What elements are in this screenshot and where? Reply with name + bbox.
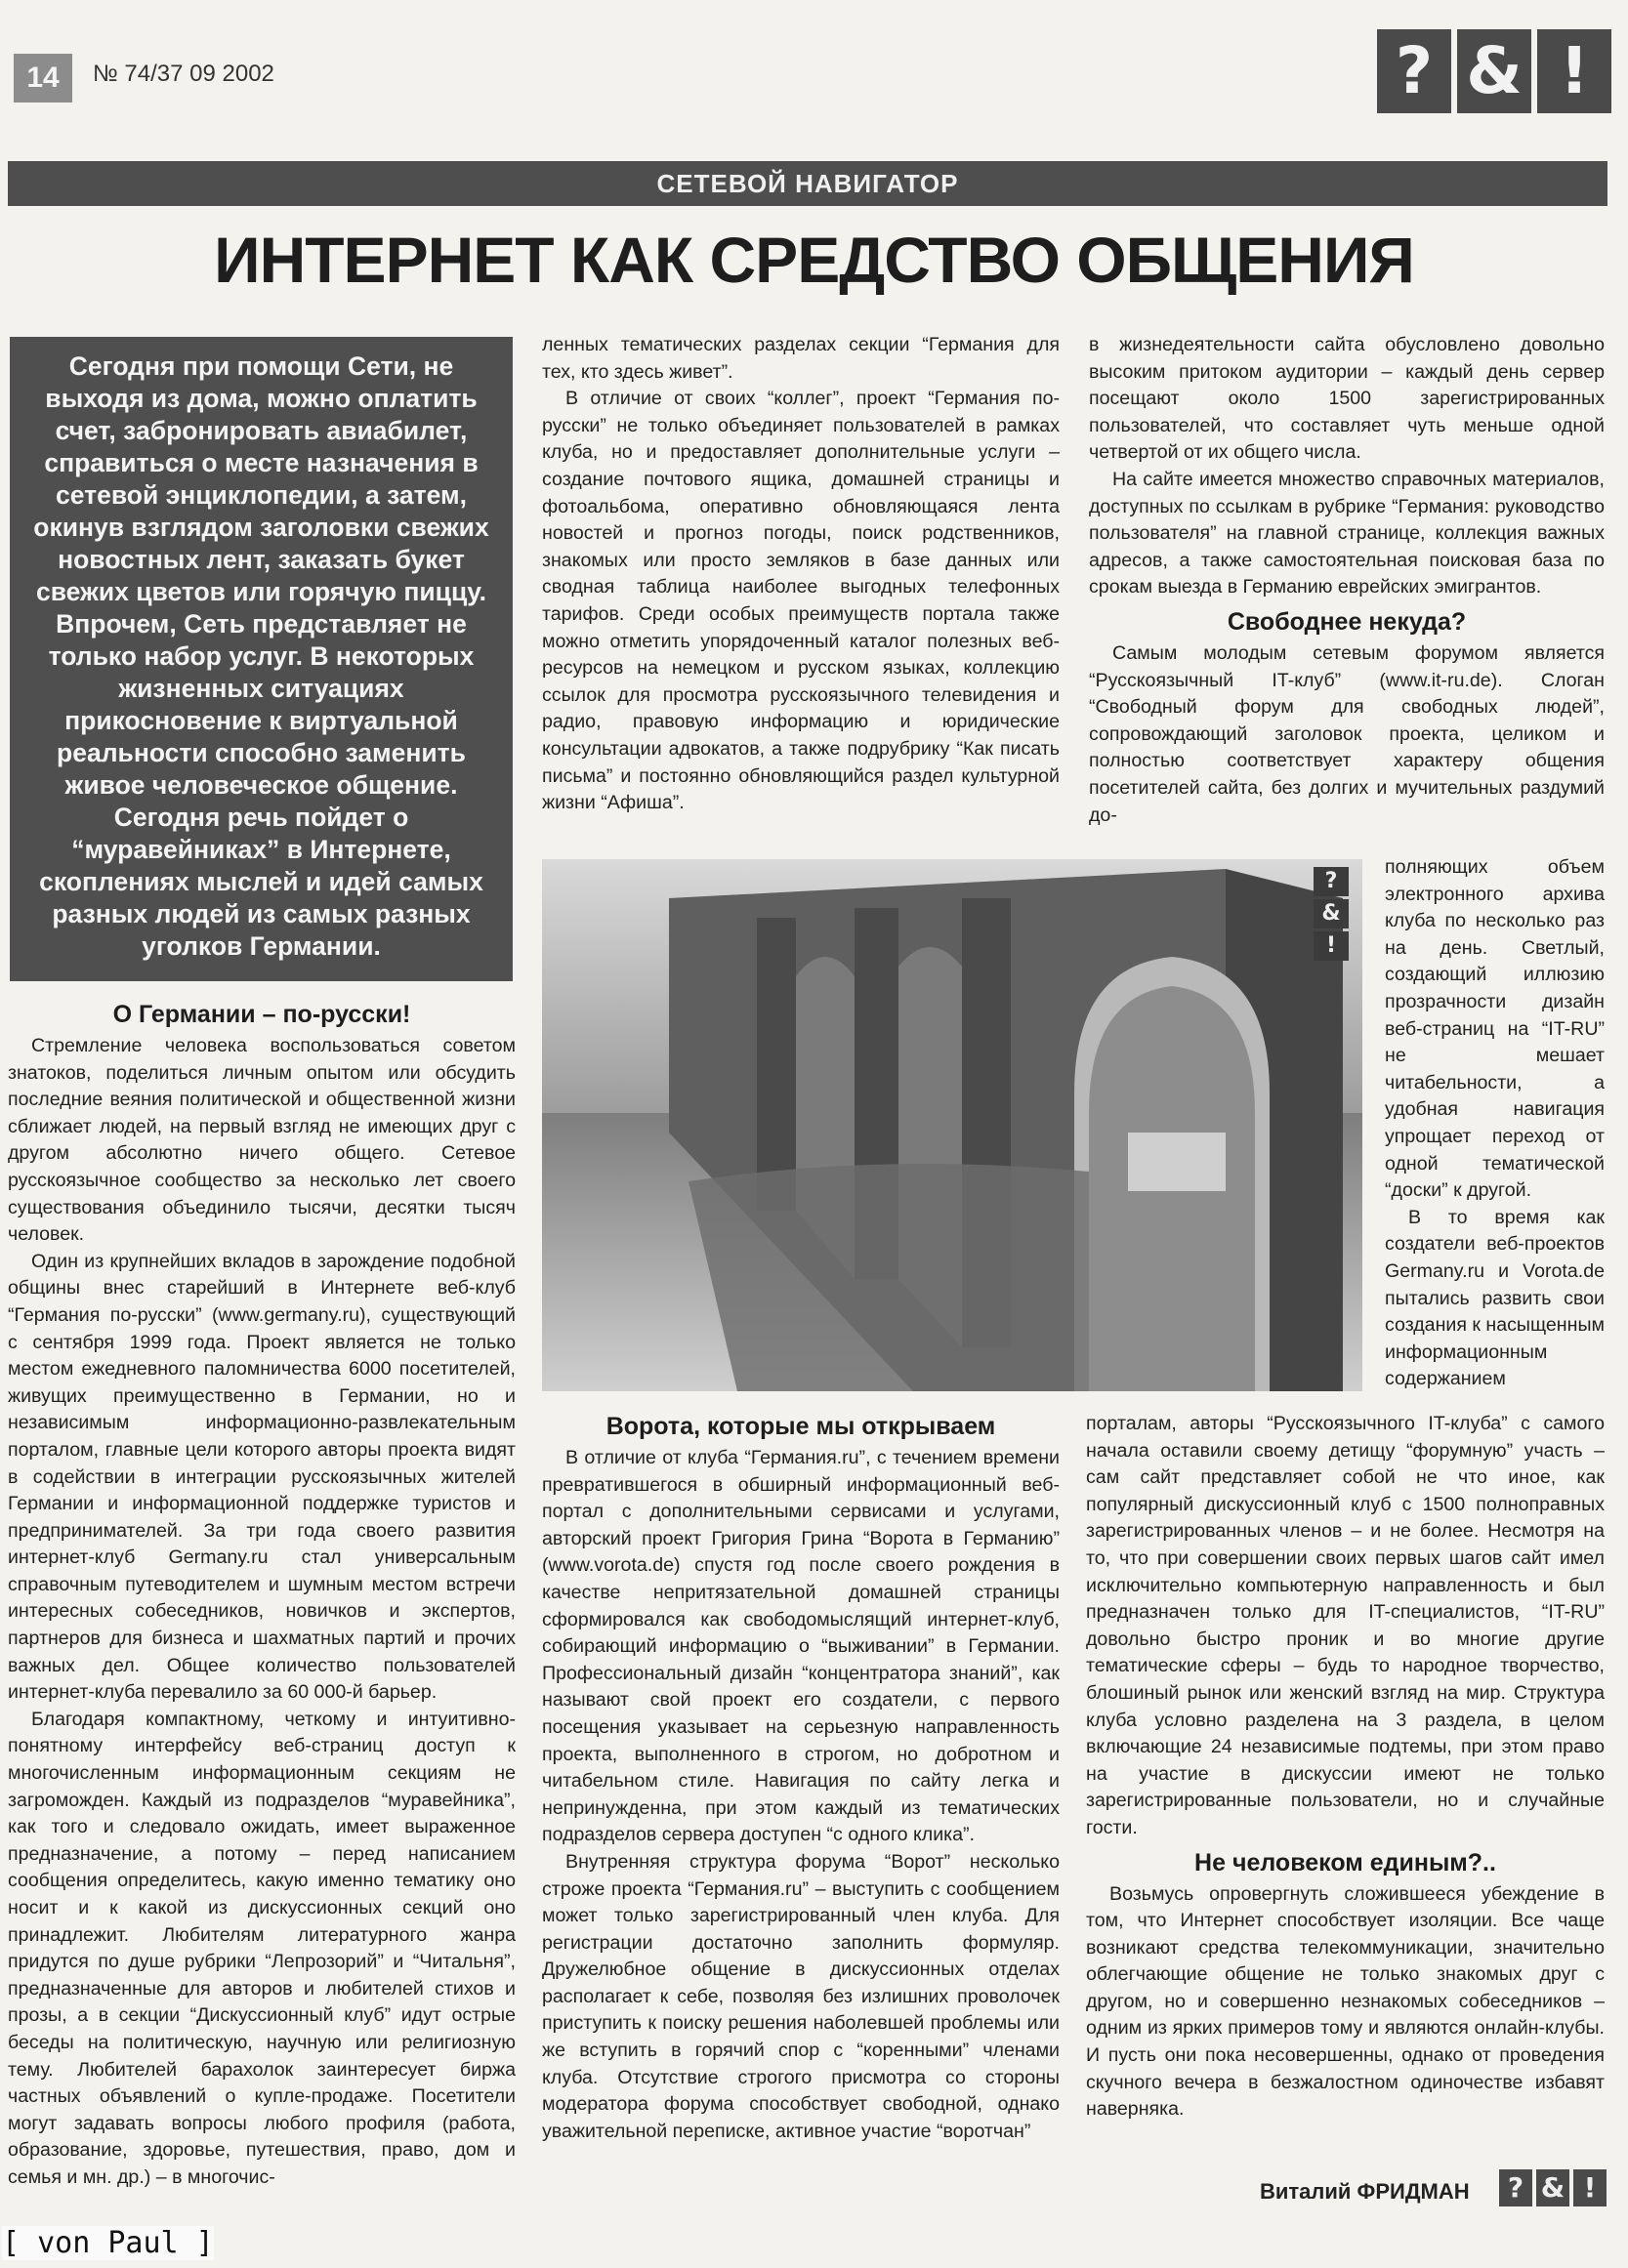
archway-illustration <box>542 859 1362 1391</box>
paragraph: Самым молодым сетевым форумом является “Русскоязычный IT-клуб” (www.it-ru.de). Слоган “Свободный форум для свободных людей”, сопровождающий заголовок проекта, целиком и полностью соответствует характеру общения посетителей сайта, без долгих и мучительных раздумий до- <box>1089 641 1605 826</box>
paragraph: Возьмусь опровергнуть сложившееся убеждение в том, что Интернет способствует изоляции. Все чаще возникают средства телекоммуникации, значительно облегчающие общение не только знакомых друг с другом, но и совершенно незнакомых собеседников – одним из ярких примеров тому и являются онлайн-клубы. И пусть они пока несовершенны, однако от проведения скучного вечера в безжалостном одиночестве избавят наверняка. <box>1086 1882 1605 2121</box>
photo-logo <box>1314 867 1349 961</box>
subheading-gates: Ворота, которые мы открываем <box>605 1413 996 1440</box>
column-2-bottom <box>542 1406 1060 2145</box>
subheading-not-by-man-alone: Не человеком единым?.. <box>1194 1848 1496 1876</box>
subheading-germany-russian: О Германии – по-русски! <box>112 1001 411 1028</box>
column-2-top <box>542 332 1060 817</box>
photo-logo-exclamation: ! <box>1314 931 1349 961</box>
paragraph: Один из крупнейших вкладов в зарождение подобной общины внес старейший в Интернете веб-клуб “Германия по-русски” (www.germany.ru), существующий с сентября 1999 года. Проект является не только местом ежедневного паломничества 6000 посетителей, живущих преимущественно в Германии, но и независимым информационно-развлекательным порталом, главные цели которого авторы проекта видят в содействии в интеграции русскоязычных жителей Германии и информационной поддержке туристов и предпринимателей. За три года своего развития интернет-клуб Germany.ru стал универсальным справочным путеводителем и шумным местом встречи интересных собеседников, новичков и экспертов, партнеров для бизнеса и шахматных партий и прочих важных дел. Общее количество пользователей интернет-клуба перевалило за 60 000-й барьер. <box>8 1250 516 1704</box>
photo-logo-question: ? <box>1314 867 1349 896</box>
column-3-bottom <box>1086 1411 1605 2124</box>
column-1 <box>8 994 516 2192</box>
lead-box: Сегодня при помощи Сети, не выходя из дома, можно оплатить счет, забронировать авиабилет, справиться о месте назначения в сетевой энциклопедии, а затем, окинув взглядом заголовки свежих новостных лент, заказать букет свежих цветов или горячую пиццу. Впрочем, Сеть представляет не только набор услуг. В некоторых жизненных ситуациях прикосновение к виртуальной реальности способно заменить живое человеческое общение. Сегодня речь пойдет о “муравейниках” в Интернете, скоплениях мыслей и идей самых разных людей из самых разных уголков Германии. <box>10 337 513 981</box>
article-photo-archway <box>542 859 1362 1391</box>
issue-number: № 74/37 09 2002 <box>93 61 274 87</box>
author-byline: Виталий ФРИДМАН <box>1260 2179 1470 2204</box>
paragraph: Стремление человека воспользоваться советом знатоков, поделиться личным опытом или обсудить последние веяния политической и общественной жизни сближает людей, на первый взгляд не имеющих друг с другом абсолютно ничего общего. Сетевое русскоязычное сообщество за несколько лет своего существования объединило тысячи, десятки тысяч человек. <box>8 1035 516 1246</box>
page-header <box>0 0 1628 156</box>
logo-exclamation-mark: ! <box>1537 29 1611 113</box>
paragraph: В отличие от клуба “Германия.ru”, с течением времени превратившегося в обширный информационный веб-портал с дополнительными сервисами и услугами, авторский проект Григория Грина “Ворота в Германию” (www.vorota.de) спустя год после своего рождения в качестве непритязательной домашней страницы сформировался как свободомыслящий интернет-клуб, собирающий информацию о “выживании” в Германии. Профессиональный дизайн “концентратора знаний”, как называют свой проект его создатели, с первого посещения указывает на серьезную направленность проекта, выполненного в строгом, но добротном и читабельном стиле. Навигация по сайту легка и непринужденна, при этом каждый из тематических подразделов сервера доступен “с одного клика”. <box>542 1447 1060 1846</box>
end-logo-exclamation: ! <box>1573 2169 1607 2206</box>
section-rubric: СЕТЕВОЙ НАВИГАТОР <box>8 161 1607 206</box>
end-logo-ampersand: & <box>1536 2169 1569 2206</box>
scanner-note: [ von Paul ] <box>2 2226 214 2260</box>
paragraph: В то время как создатели веб-проектов Germany.ru и Vorota.de пытались развить свои создания к насыщенным информационным содержанием <box>1385 1206 1606 1390</box>
column-3-top <box>1089 332 1605 829</box>
paragraph: Благодаря компактному, четкому и интуитивно-понятному интерфейсу веб-страниц доступ к многочисленным информационным секциям не загроможден. Каждый из подразделов “муравейника”, как того и следовало ожидать, имеет выраженное предназначение, а потому – перед написанием сообщения определитесь, какую именно тематику оно носит и к какой из дискуссионных секций оно принадлежит. Любителям литературного жанра придутся по душе рубрики “Лепрозорий” и “Читальня”, предназначенные для авторов и любителей стихов и прозы, а в секции “Дискуссионный клуб” идут острые беседы на политическую, научную или религиозную тему. Любителей барахолок заинтересует биржа частных объявлений о купле-продаже. Посетители могут задавать вопросы любого профиля (работа, образование, здоровье, путешествия, право, дом и семья и мн. др.) – в многочис- <box>8 1708 516 2188</box>
photo-logo-ampersand: & <box>1314 899 1349 928</box>
subheading-freer: Свободнее некуда? <box>1227 607 1467 636</box>
logo-ampersand: & <box>1457 29 1531 113</box>
paragraph: ленных тематических разделах секции “Германия для тех, кто здесь живет”. <box>542 334 1060 383</box>
end-logo <box>1499 2169 1607 2206</box>
article-headline: ИНТЕРНЕТ КАК СРЕДСТВО ОБЩЕНИЯ <box>214 224 1414 296</box>
paragraph: полняющих объем электронного архива клуба по несколько раз на день. Светлый, создающий иллюзию прозрачности дизайн веб-страниц на “IT-RU” не мешает читабельности, а удобная навигация упрощает переход от одной тематической “доски” к другой. <box>1385 856 1605 1202</box>
paragraph: В отличие от своих “коллег”, проект “Германия по-русски” не только объединяет пользователей в рамках клуба, но и предоставляет дополнительные услуги – создание почтового ящика, домашней страницы и фотоальбома, оперативно обновляющаяся лента новостей и прогноз погоды, поиск родственников, знакомых или просто земляков в базе данных или сводная таблица наиболее выгодных телефонных тарифов. Среди особых преимуществ портала также можно отметить упорядоченный каталог полезных веб-ресурсов на немецком и русском языках, коллекцию ссылок для просмотра русскоязычного телевидения и радио, правовую информацию и юридические консультации адвокатов, а также подрубрику “Как писать письма” и постоянно обновляющийся раздел культурной жизни “Афиша”. <box>542 388 1060 814</box>
column-3-narrow <box>1385 854 1605 1393</box>
end-logo-question: ? <box>1499 2169 1532 2206</box>
page-number: 14 <box>14 54 72 103</box>
paragraph: Внутренняя структура форума “Ворот” несколько строже проекта “Германия.ru” – выступить с сообщением может только зарегистрированный член клуба. Для регистрации достаточно заполнить формуляр. Дружелюбное общение в дискуссионных отделах располагает к себе, позволяя без излишних проволочек приступить к поиску решения наболевшей проблемы или же вступить в горячий спор с “коренными” членами клуба. Отсутствие строгого присмотра со стороны модератора форума способствует свободной, однако уважительной переписке, активное участие “воротчан” <box>542 1850 1060 2142</box>
paragraph: порталам, авторы “Русскоязычного IT-клуба” с самого начала оставили своему детищу “форумную” участь – сам сайт представляет собой не что иное, как популярный дискуссионный клуб с 1500 полноправных зарегистрированных членов – и не более. Несмотря на то, что при совершении своих первых шагов сайт имел исключительно компьютерную направленность и был предназначен только для IT-специалистов, “IT-RU” довольно быстро проник и во многие другие тематические сферы – будь то народное творчество, блошиный рынок или женский взгляд на мир. Структура клуба условно разделена на 3 раздела, в целом включающие 24 независимые подтемы, при этом право на участие в дискуссии имеют не только зарегистрированные пользователи, но и случайные гости. <box>1086 1413 1605 1838</box>
paragraph: в жизнедеятельности сайта обусловлено довольно высоким притоком аудитории – каждый день сервер посещают около 1500 зарегистрированных пользователей, что составляет чуть меньше одной четвертой от их общего числа. <box>1089 334 1605 464</box>
paragraph: На сайте имеется множество справочных материалов, доступных по ссылкам в рубрике “Германия: руководство пользователя” на главной странице, коллекция важных адресов, а также самостоятельная поисковая база по срокам выезда в Германию еврейских эмигрантов. <box>1089 468 1605 598</box>
logo-question-mark: ? <box>1377 29 1451 113</box>
newspaper-logo <box>1377 29 1611 113</box>
